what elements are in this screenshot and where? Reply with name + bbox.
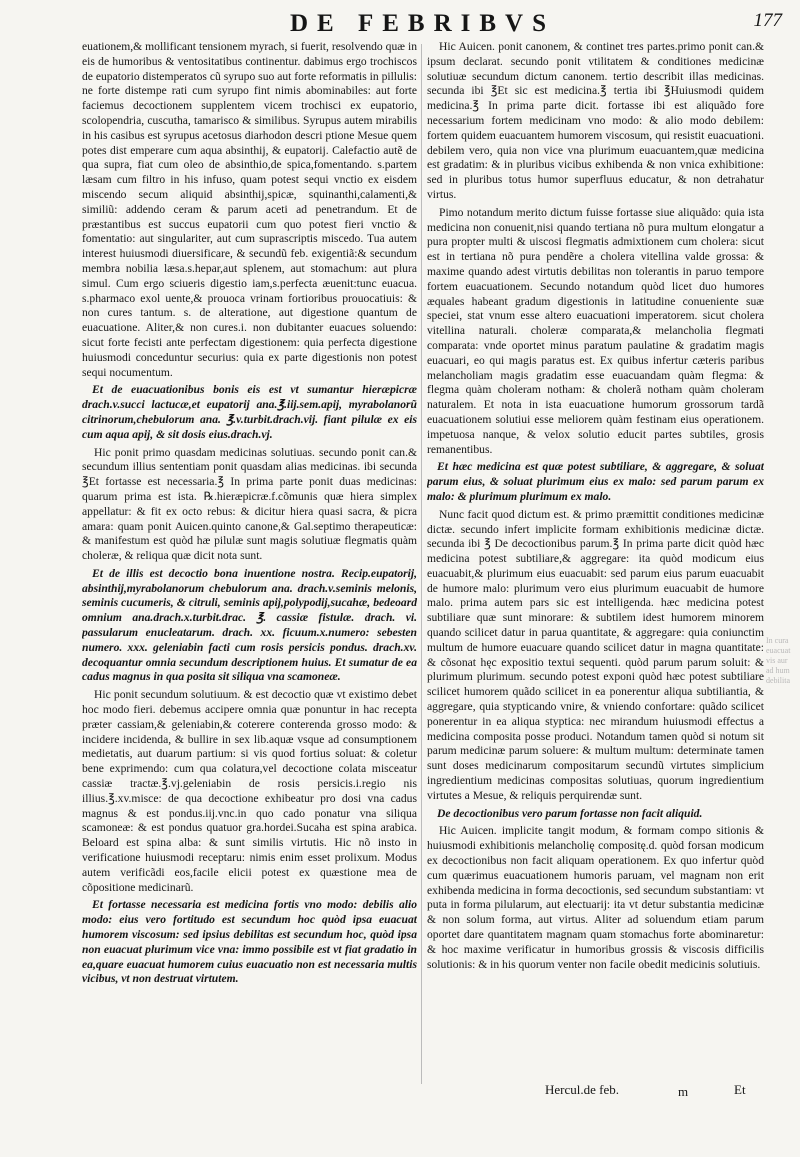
canon-text-paragraph: Et hæc medicina est quæ potest subtiliare, & aggregare, & soluat parum eius, & soluat plurimum eius ex malo: sed parum parum ex malo: & plurimum plurimum ex malo. <box>427 460 764 503</box>
margin-note-line: ad hum <box>766 666 790 675</box>
commentary-paragraph: Hic ponit secundum solutiuum. & est decoctio quæ vt existimo debet hoc modo fieri. debemus accipere omnia quæ ponuntur in hac recepta præter cassiam,& geleniabin,& coterere conterenda grosso modo: & incidere incidenda, & bullire in sex lib.aquæ vsque ad consumptionem medietatis, aut duarum partium: si vis quod fortius soluat: & coletur bene exprimendo: cum qua colatura,vel decoctione colata misceatur cassiæ tractæ.℥.vj.geleniabin de rosis persicis.i.regio nis illius.℥.xv.misce: de qua decoctione exhibeatur pro dosi vna cadus magnus & est pondus.iij.vnc.in quo cado ponatur vna siliqua scamoneæ: & est pondus quatuor gra.hordei.Sucaha est spina arabica. Beloard est spina alba: & sunt similis virtutis. Hic nõ insto in verificatione huiusmodi receptaru: nimis enim esset prolixum. Modus autem verificãdi eos,facile elicii potest ex quæstione mea de cõpositione medicinarũ. <box>82 688 417 894</box>
footer-catchword: Hercul.de feb. <box>545 1082 619 1097</box>
signature-mark: m <box>678 1084 689 1099</box>
margin-note-line: vis aur <box>766 656 788 665</box>
canon-text-paragraph: Et de illis est decoctio bona inuentione nostra. Recip.eupatorij, absinthij,myrabolanorum chebulorum ana. drach.v.seminis melonis, seminis cucumeris, & citruli, seminis apij,polypodij,sucahæ, bedeoard omnium ana.drach.x.turbit.drac. ℥. cassiæ fistulæ. drach. vi. passularum enucleatarum. drach. xx. ficuum.x.numero: sebesten numero. xxx. geleniabin facti cum rosis persicis pondus. drach.xv. decoquantur omnia secundum descriptionem huius. Et sumatur de ea cadus magnus in qua posita sit siliqua vna scamoneæ. <box>82 566 417 684</box>
commentary-paragraph: Pimo notandum merito dictum fuisse fortasse siue aliquãdo: quia ista medicina non conuenit,nisi quando tertiana nõ pura multum elongatur a pura propter multi & uiscosi flegmatis admixtionem cum cholera: sicut est in tertiana nõ pura pendẽre a cholera vitellina valde grossa: & maxime quando adest virtutis debilitas non tolerantis in paruo tempore fortem euacuationem. Secundo notandum quòd licet duo humores æquales habeant gradum digestionis in latitudine conueniente suæ speciei, stat vnum esse altero euacuationi imperatorem. sicut cholera vitellina naturali. choleræ comparata,& melancholia flegmati comparata: vnde oportet minus paratum paulatine & gradatim magis euacuari, eo qui magis paratus est. Ex quibus infertur cæteris paribus melancholiam magis gradatim esse euacuandam quàm flegma: & flegma quàm choleram notham: & cholerã notham quàm choleram naturalem. Et nota in ista euacuatione humorum grossorum tardã euacuationem solutiui esse meliorem quàm festinam eius operationem. impetuosa nanque, & velox solutio educit partes subtiles, grosis remanentibus. <box>427 205 764 456</box>
page-header <box>0 4 800 44</box>
margin-note-line: euacuat <box>766 646 791 655</box>
margin-note-line: In cura <box>766 636 789 645</box>
canon-text-paragraph: Et de euacuationibus bonis eis est vt sumantur hieræpicræ drach.v.succi lactucæ,et eupatorij ana.℥.iij.sem.apij, myrabolanorũ citrinorum,chebulorum ana. ℥.v.turbit.drach.vij. fiant pilulæ ex eis cum aqua apij, & sit dosis eius.drach.vj. <box>82 383 417 441</box>
commentary-paragraph: Nunc facit quod dictum est. & primo præmittit conditiones medicinæ dictæ. secundo infert implicite formam exhibitionis medicinæ dictæ. secunda ibi ℥ De decoctionibus parum.℥ In prima parte dicit quòd hæc medicina potest subtiliare,& aggregare: ita quòd modicum eius euacuabit,& plurimum eius euacuabit: sed parum eius parum euacuabit de humore malo: plurimum vero eius plurimum euacuabit de humore malo. prima autem pars sic est intelligenda. hæc medicina potest subtiliare quæ sunt minorare: & subtilem idest humorem minorem quando scilicet datur in parua quantitate, & aggregare: quia coniunctim multum de humore euacuare quando scilicet datur in magna quantitate: & cõsonat hęc expositio textui sequenti. quòd parum parum soluit: & plurimum plurimum. secundo potest exponi quòd hæc potest subtiliare scilicet humorem quãdo scilicet in ea ponerentur aliqua subtiliantia, & aggregare, quia stypticando vnire, & vniendo confortare: quãdo scilicet ponerentur in ea aliqua styptica: nec mirandum huiusmodi effectus a medicina composita posse produci. Notandum tamen quòd si notum sit parum medicinæ parum soluere: & multum multum: determinate tamen sunt doses medicinarum compositarum secundũ virtutes simplicium ingredientium medicinas compositas solutiuas, quorum ingredientium virtutes a Mesue, & reliquis perquirendæ sunt. <box>427 507 764 802</box>
right-column <box>427 40 764 1090</box>
commentary-paragraph: euationem,& mollificant tensionem myrach, si fuerit, resolvendo quæ in eis de humoribus & ventositatibus continentur. dabimus ergo trochiscos de eupatorio distemperatos cũ syrupo suo aut forte reformatis in pillulis: ne forte distempe rati cum syrupo fint nimis abominabiles: aut forte faciemus decoctionem supplentem vicem trochisci ex eupatorio, scolopendria, cuscutha, tamarisco & similibus. Syrupus autem mirabilis in his casibus est syrupus acetosus diarhodon descri ptione Mesue quem potes dist emperare cum aqua absinthij, & eupatorij. Calefactio autẽ de qua supra, fiat cum oleo de absinthio,de spica,fomentando. s.partem læsam cum filtro in his infuso, quam potest sequi vnctio ex eisdem miscendo secum aliquid absinthij,spicæ, squinanthi,calamenti,& similiũ: addendo ceram & parum aceti ad penetrandum. Et de præstantibus est succus eupatorii cum quo potest fieri vnctio & fomentatio: aut singulariter, aut cum suprascriptis miscedo. Tua autem interest huiusmodi diuersificare, & secundũ feb. exigentiã:& secundum membra nobilia læsa.s.hepar,aut splenem, aut stomachum: aut plura simul. Cum ergo sciueris digestio iam,s.perfecta æuenit:tunc euacua. s.pharmaco exol uente,& prouoca vrinam fortioribus prouocatiuis: & non cures tantum. s. de alteratione, aut digestione quantum de euacuatione. Aliter,& non cures.i. non dubitanter euacues soluendo: sicut forte fecisti ante perfectam digestionem: quia perfecta digestione huiusmodi conceduntur securius: quia ex parte digestionis non potest sequi nocumentum. <box>82 40 417 379</box>
margin-note-line: debilita <box>766 676 790 685</box>
catchword-next-page: Et <box>734 1082 746 1097</box>
commentary-paragraph: Hic ponit primo quasdam medicinas solutiuas. secundo ponit can.& secundum illius sententiam ponit quasdam alias medicinas. ibi secunda ℥Et fortasse est necessaria.℥ In prima parte ponit duas medicinas: quarum prima est ista. ℞.hieræpicræ.f.cõmunis quæ hiera simplex appellatur: & fit ex octo rebus: & dicitur hiera quasi sacra, & picra amara: quam ponit Auicen.quinto canone,& Gal.septimo therapeuticæ: & manifestum est quòd hæ pilulæ sunt magis solutiuæ flegmatis quàm choleræ, & reliqua quæ dicit nota sunt. <box>82 445 417 563</box>
page-footer <box>0 1076 800 1106</box>
commentary-paragraph: Hic Auicen. implicite tangit modum, & formam compo sitionis & huiusmodi exhibitionis melancholię compositę.d. quòd forsan modicum ex decoctionibus non facit aliquam operationem. Ex quo infertur quòd cum quærimus euacuationem humoris paruam, vel magnam non erit exhibenda medicina in forma decoctionis, sed secundum substantiam: vt puta in forma pilularum, aut electuarij: ita vt detur substantia medicinæ & non solum forma, aut virtus. Aliter ad soluendum etiam parum oportet dare quantitatem magnam quam stomachus forte abominaretur: & hoc maxime verificatur in humoribus grossis & viscosis difficilis solutionis: & in his quorum venter non facile obedit medicinis solutiuis. <box>427 824 764 971</box>
page-number: 177 <box>753 10 782 31</box>
left-column <box>82 40 417 1090</box>
commentary-paragraph: Hic Auicen. ponit canonem, & continet tres partes.primo ponit can.& ipsum declarat. secundo ponit vtilitatem & conditiones medicinæ solutiuæ secundum dictum canonem. tertio describit illas medicinas. secunda ibi ℥Et sic est medicina.℥ tertia ibi ℥Huiusmodi quidem medicina.℥ In prima parte dicit. fortasse ibi est aliquãdo fore necessarium fortem medicinam vno modo: & alio modo debilem: fortem quidem euacuantem humorem viscosum, qui resistit euacuationi. debilem vero, quia non vice vna plurimum euacuantem,quæ medicina est gradatim: & in pluribus vicibus exhibenda & non vnica exhibitione: sed in pluribus totus humor superfluus educatur, & non detrahatur virtus. <box>427 40 764 201</box>
canon-text-paragraph: De decoctionibus vero parum fortasse non facit aliquid. <box>437 806 703 820</box>
column-divider <box>421 44 422 1084</box>
canon-text-paragraph: Et fortasse necessaria est medicina fortis vno modo: debilis alio modo: eius vero fortitudo est secundum hoc quòd ipsa euacuat humorem viscosum: sed ipsius debilitas est secundum hoc, quòd ipsa non euacuat plurimum vice vna: immo possibile est vt fiat gradatio in ea,quare euacuat humorem cuius euacuatio non est necessaria multis vicibus, vt non destruat virtutem. <box>82 898 417 986</box>
margin-note <box>766 636 798 686</box>
running-title: DE FEBRIBVS <box>290 10 556 37</box>
